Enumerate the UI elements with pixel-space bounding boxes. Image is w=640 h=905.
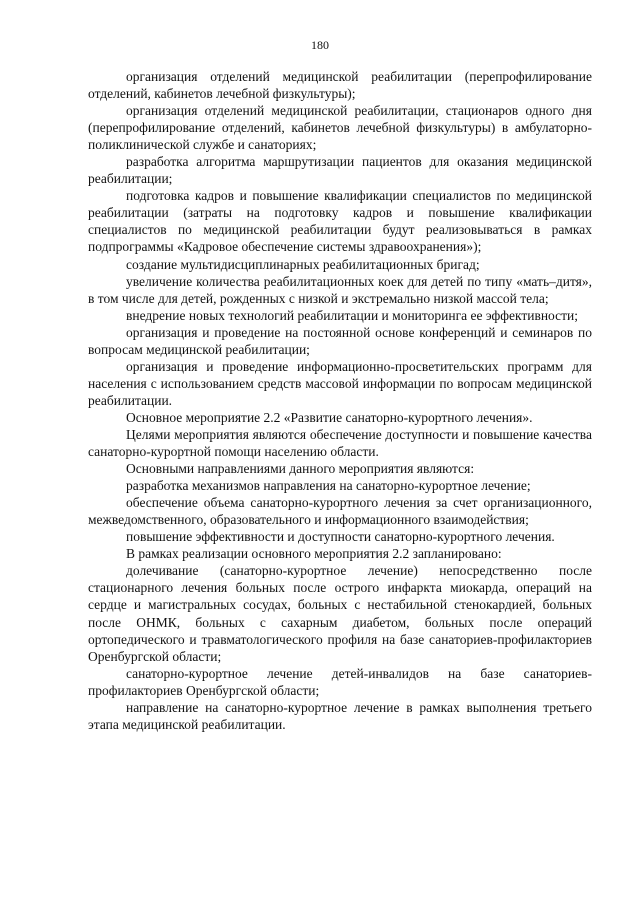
paragraph: организация отделений медицинской реабилитации (перепрофилирование отделений, кабинетов лечебной физкультуры);: [88, 69, 592, 102]
paragraph: подготовка кадров и повышение квалификации специалистов по медицинской реабилитации (затраты на подготовку кадров и повышение квалификации специалистов по медицинской реабилитации будут реализовываться в рамках подпрограммы «Кадровое обеспечение системы здравоохранения»);: [88, 188, 592, 255]
paragraph: долечивание (санаторно-курортное лечение) непосредственно после стационарного лечения больных после острого инфаркта миокарда, операций на сердце и магистральных сосудах, больных с нестабильной стенокардией, больных после ОНМК, больных с сахарным диабетом, больных после операций ортопедического и травматологического профиля на базе санаториев-профилакториев Оренбургской области;: [88, 563, 592, 664]
paragraph: создание мультидисциплинарных реабилитационных бригад;: [126, 256, 480, 272]
paragraph: повышение эффективности и доступности санаторно-курортного лечения.: [126, 529, 555, 545]
paragraph: увеличение количества реабилитационных коек для детей по типу «мать–дитя», в том числе для детей, рожденных с низкой и экстремально низкой массой тела;: [88, 273, 592, 306]
paragraph: В рамках реализации основного мероприятия 2.2 запланировано:: [126, 546, 502, 562]
paragraph: разработка алгоритма маршрутизации пациентов для оказания медицинской реабилитации;: [88, 154, 592, 187]
paragraph: Целями мероприятия являются обеспечение доступности и повышение качества санаторно-курортной помощи населению области.: [88, 426, 592, 460]
paragraph: внедрение новых технологий реабилитации и мониторинга ее эффективности;: [126, 307, 579, 323]
paragraph: направление на санаторно-курортное лечение в рамках выполнения третьего этапа медицинской реабилитации.: [88, 699, 592, 732]
paragraph: обеспечение объема санаторно-курортного лечения за счет организационного, межведомственного, образовательного и информационного взаимодействия;: [88, 495, 592, 528]
document-body: [88, 68, 592, 733]
paragraph: организация отделений медицинской реабилитации, стационаров одного дня (перепрофилирование отделений, кабинетов лечебной физкультуры) в амбулаторно-поликлинической службе и санаториях;: [88, 103, 592, 153]
paragraph: Основными направлениями данного мероприятия являются:: [126, 461, 475, 477]
paragraph: организация и проведение на постоянной основе конференций и семинаров по вопросам медицинской реабилитации;: [88, 324, 592, 357]
paragraph: организация и проведение информационно-просветительских программ для населения с использованием средств массовой информации по вопросам медицинской реабилитации.: [88, 358, 592, 408]
section-heading: Основное мероприятие 2.2 «Развитие санаторно-курортного лечения».: [126, 409, 533, 425]
page-number: 180: [311, 38, 329, 52]
paragraph: разработка механизмов направления на санаторно-курортное лечение;: [126, 478, 531, 494]
paragraph: санаторно-курортное лечение детей-инвалидов на базе санаториев-профилакториев Оренбургской области;: [88, 665, 592, 698]
